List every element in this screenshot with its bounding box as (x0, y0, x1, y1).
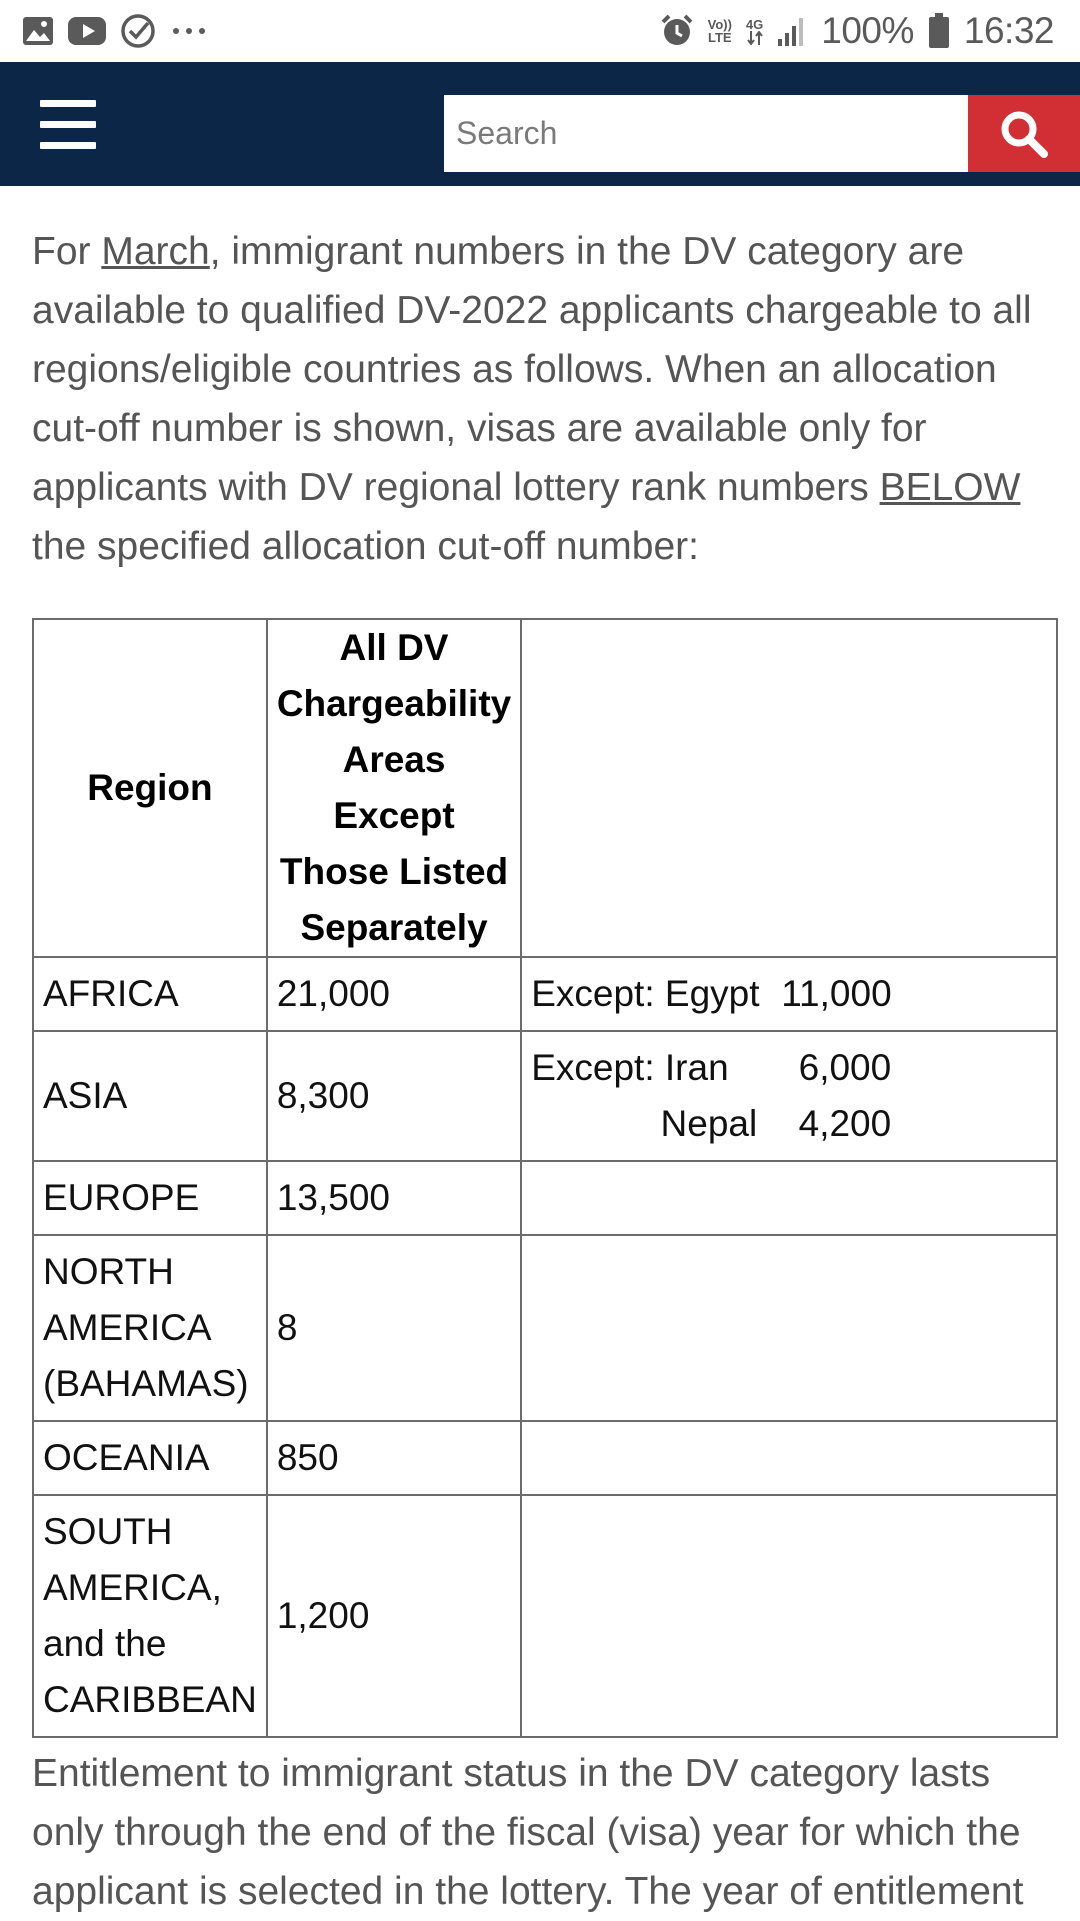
value-cell: 1,200 (267, 1495, 521, 1737)
check-circle-icon (120, 13, 156, 49)
exceptions-cell (521, 1421, 1057, 1495)
value-cell: 8,300 (267, 1031, 521, 1161)
alarm-icon (660, 14, 694, 48)
exceptions-cell (521, 1161, 1057, 1235)
battery-percent: 100% (821, 10, 914, 51)
exception-line: Nepal 4,200 (660, 1103, 892, 1144)
dv-cutoff-table (32, 618, 1058, 1738)
header-region: Region (33, 619, 267, 957)
region-cell: SOUTH AMERICA, and the CARIBBEAN (33, 1495, 267, 1737)
gallery-icon (22, 16, 54, 46)
table-row (33, 1161, 1057, 1235)
region-cell: EUROPE (33, 1161, 267, 1235)
volte-indicator: Vo)) LTE (707, 17, 732, 45)
table-row (33, 957, 1057, 1031)
status-bar (0, 0, 1080, 62)
menu-bar (40, 142, 96, 149)
exceptions-cell (521, 1235, 1057, 1421)
signal-icon (777, 15, 807, 47)
site-header (0, 62, 1080, 186)
exception-line: Except: Egypt 11,000 (531, 973, 892, 1014)
table-row (33, 1421, 1057, 1495)
table-row (33, 1235, 1057, 1421)
table-row (33, 1495, 1057, 1737)
search-button[interactable] (968, 95, 1080, 172)
clock: 16:32 (963, 10, 1054, 51)
battery-icon (928, 13, 950, 49)
region-cell: OCEANIA (33, 1421, 267, 1495)
more-dots-icon (170, 26, 210, 36)
value-cell: 13,500 (267, 1161, 521, 1235)
table-row (33, 1031, 1057, 1161)
network-indicator: 4G (746, 18, 763, 45)
month-text: March (101, 230, 210, 273)
exceptions-cell (521, 1495, 1057, 1737)
value-cell: 21,000 (267, 957, 521, 1031)
region-cell: NORTH AMERICA (BAHAMAS) (33, 1235, 267, 1421)
entitlement-paragraph: Entitlement to immigrant status in the DV category lasts only through the end of the fiscal (visa) year for which the applicant is selected in the lottery. The year of entitlement (32, 1752, 1024, 1913)
exception-line: Except: Iran 6,000 (531, 1047, 892, 1088)
value-cell: 850 (267, 1421, 521, 1495)
search-icon (998, 108, 1050, 160)
entitlement-section (32, 1744, 1062, 1921)
exceptions-cell (521, 957, 1057, 1031)
intro-section (32, 222, 1060, 576)
search-input[interactable] (444, 95, 968, 172)
exceptions-cell (521, 1031, 1057, 1161)
youtube-icon (68, 17, 106, 45)
menu-bar (40, 121, 96, 128)
menu-bar (40, 100, 96, 107)
region-cell: AFRICA (33, 957, 267, 1031)
value-cell: 8 (267, 1235, 521, 1421)
below-text: BELOW (879, 466, 1021, 509)
table-header-row (33, 619, 1057, 957)
header-exceptions (521, 619, 1057, 957)
region-cell: ASIA (33, 1031, 267, 1161)
intro-paragraph: For March, immigrant numbers in the DV category are available to qualified DV-2022 applicants chargeable to all regions/eligible countries as follows. When an allocation cut-off number is shown, visas are available only for applicants with DV regional lottery rank numbers BELOW the specified allocation cut-off number: (32, 230, 1032, 568)
header-all-dv: All DV Chargeability Areas Except Those Listed Separately (267, 619, 521, 957)
hamburger-menu-button[interactable] (40, 100, 96, 150)
